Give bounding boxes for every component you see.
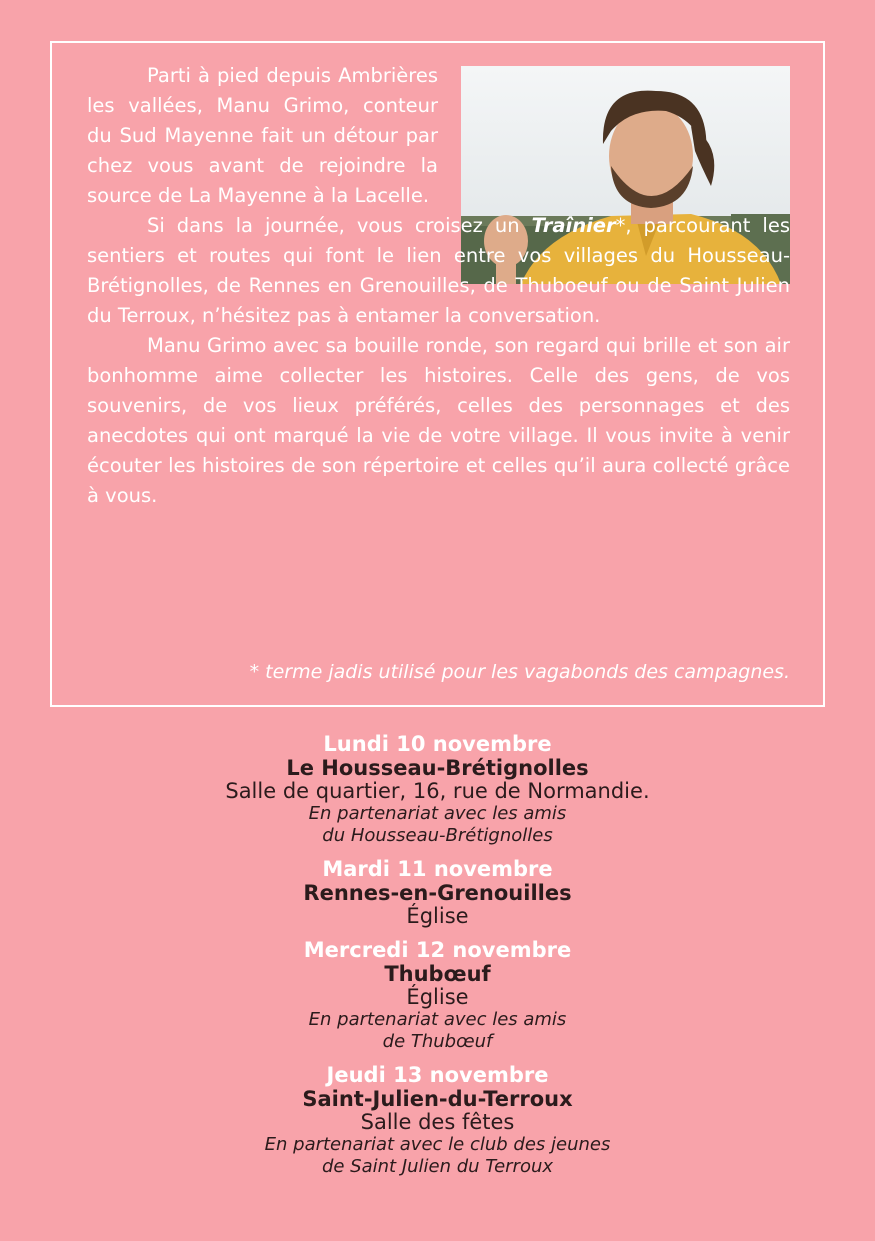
intro-paragraph-3: Manu Grimo avec sa bouille ronde, son regard qui brille et son air bonhomme aime collecter les histoires. Celle des gens, de vos souvenirs, de vos lieux préférés, celles des personnages et des anecdotes qui ont marqué la vie de votre village. Il vous invite à venir écouter les histoires de son répertoire et celles qu’il aura collecté grâce à vous. bbox=[87, 334, 790, 507]
intro-text bbox=[87, 61, 790, 511]
event-date: Jeudi 13 novembre bbox=[326, 1063, 549, 1087]
trainier-term: Traînier bbox=[531, 214, 616, 237]
event-partner-line-1: En partenariat avec les amis bbox=[308, 803, 567, 824]
event-venue: Église bbox=[406, 985, 469, 1009]
event-date: Mardi 11 novembre bbox=[322, 857, 553, 881]
event-list bbox=[0, 732, 875, 1188]
event-item bbox=[0, 732, 875, 847]
event-partner-line-1: En partenariat avec le club des jeunes bbox=[264, 1134, 611, 1155]
intro-paragraph-2-end: *, parcourant les sentiers et routes qui font le lien entre vos villages du Housseau-Brétignolles, de Rennes en Grenouilles, de Thuboeuf ou de Saint Julien du Terroux, n’hésitez pas à entamer la conversation. bbox=[87, 214, 790, 327]
event-partner-line-2: de Saint Julien du Terroux bbox=[321, 1156, 554, 1177]
event-venue: Salle de quartier, 16, rue de Normandie. bbox=[225, 779, 650, 803]
event-item bbox=[0, 938, 875, 1053]
footnote: * terme jadis utilisé pour les vagabonds des campagnes. bbox=[249, 661, 790, 683]
event-place: Saint-Julien-du-Terroux bbox=[302, 1087, 573, 1111]
event-place: Rennes-en-Grenouilles bbox=[303, 881, 572, 905]
intro-paragraph-2-start: Si dans la journée, vous croisez un bbox=[147, 214, 532, 237]
event-venue: Église bbox=[406, 904, 469, 928]
event-place: Le Housseau-Brétignolles bbox=[286, 756, 589, 780]
event-date: Mercredi 12 novembre bbox=[303, 938, 572, 962]
event-venue: Salle des fêtes bbox=[360, 1110, 515, 1134]
event-partner-line-1: En partenariat avec les amis bbox=[308, 1009, 567, 1030]
event-partner-line-2: de Thubœuf bbox=[382, 1031, 493, 1052]
intro-paragraph-1: Parti à pied depuis Ambrières les vallées, Manu Grimo, conteur du Sud Mayenne fait un détour par chez vous avant de rejoindre la source de La Mayenne à la Lacelle. bbox=[87, 64, 438, 207]
event-item bbox=[0, 1063, 875, 1178]
event-date: Lundi 10 novembre bbox=[323, 732, 552, 756]
event-partner-line-2: du Housseau-Brétignolles bbox=[322, 825, 553, 846]
intro-paragraph-2 bbox=[87, 211, 790, 331]
event-place: Thubœuf bbox=[384, 962, 491, 986]
event-item bbox=[0, 857, 875, 928]
